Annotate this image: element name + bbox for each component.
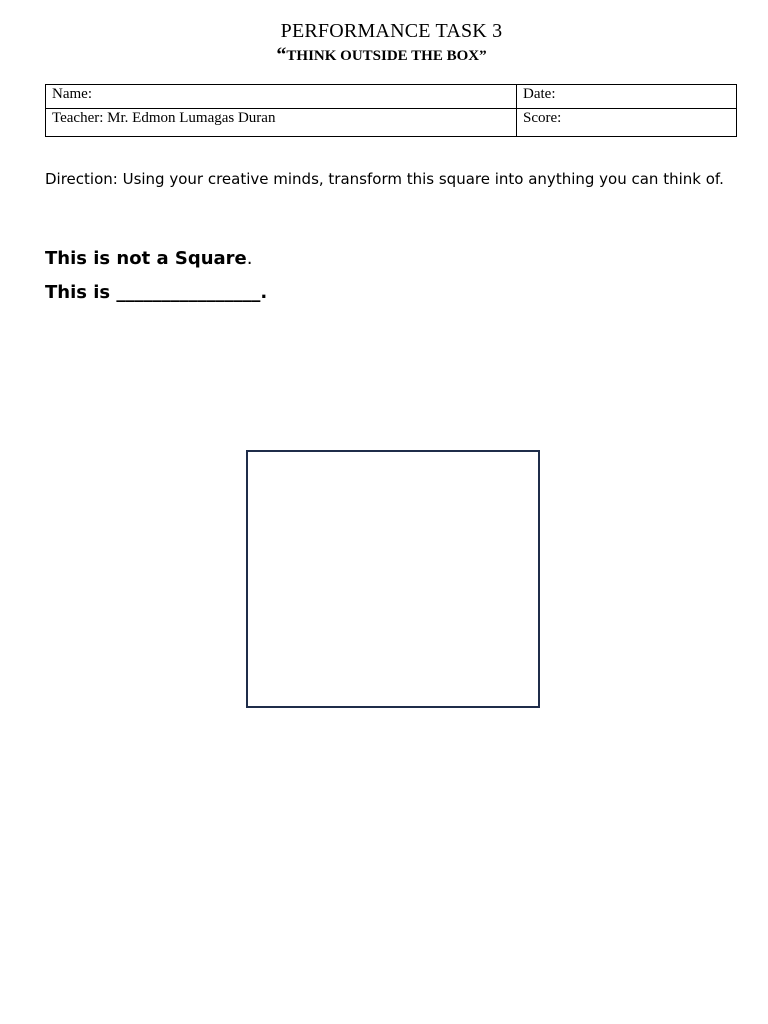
score-field[interactable]: Score: [517, 109, 737, 137]
drawing-square[interactable] [246, 450, 540, 708]
student-info-table [45, 84, 737, 137]
subtitle [0, 44, 763, 67]
subtitle-text: THINK OUTSIDE THE BOX” [286, 48, 487, 64]
page-title: PERFORMANCE TASK 3 [280, 20, 503, 42]
not-a-square-statement [45, 247, 253, 271]
date-field[interactable]: Date: [517, 85, 737, 109]
teacher-field: Teacher: Mr. Edmon Lumagas Duran [46, 109, 517, 137]
direction-text: Direction: Using your creative minds, transform this square into anything you can think of. [45, 170, 724, 188]
info-row-name-date [46, 85, 737, 109]
subtitle-open-quote: “ [276, 44, 287, 66]
not-a-square-period: . [246, 248, 253, 269]
not-a-square-bold: This is not a Square [45, 248, 247, 269]
this-is-blank-statement: This is ________________. [45, 282, 268, 303]
info-row-teacher-score [46, 109, 737, 137]
name-field[interactable]: Name: [46, 85, 517, 109]
